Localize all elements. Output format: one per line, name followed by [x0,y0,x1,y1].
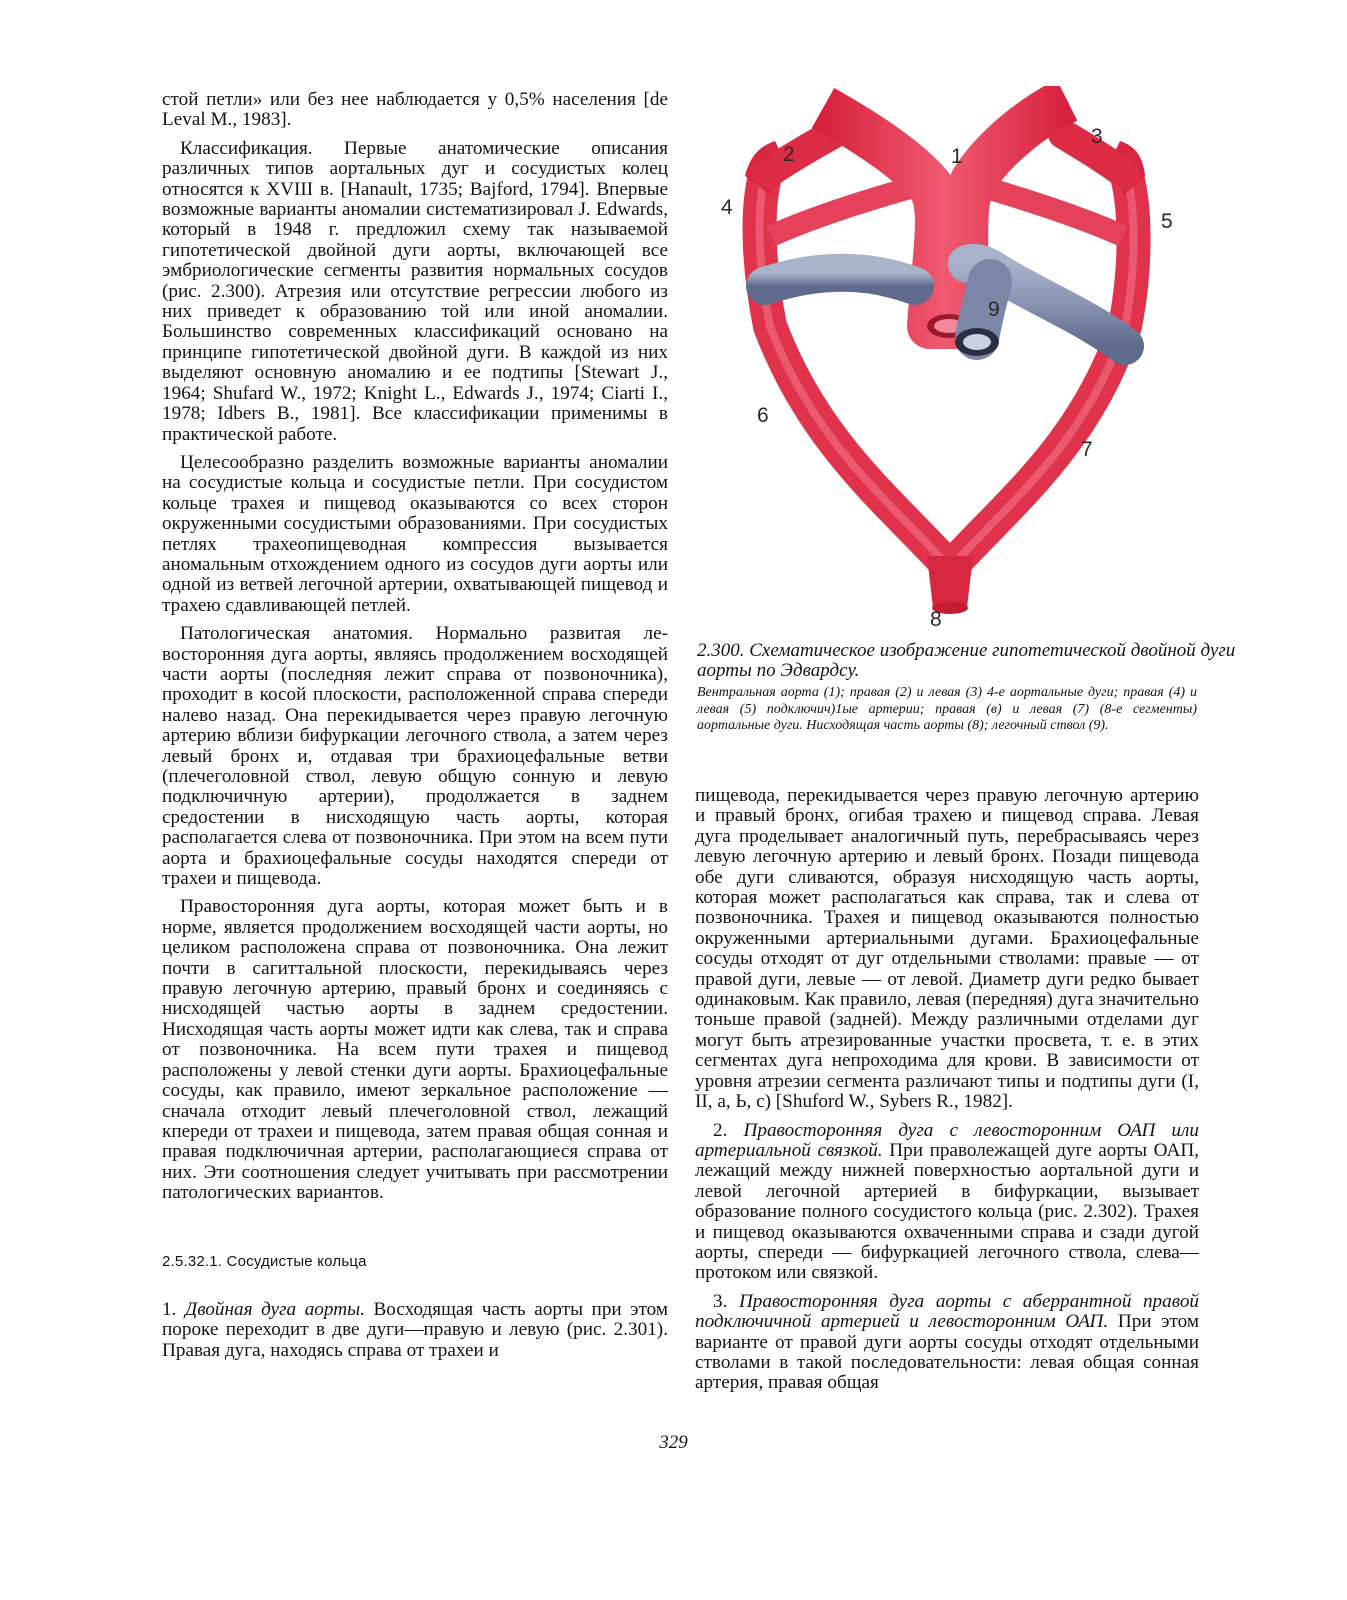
paragraph: стой петли» или без нее наблюдается у 0,5% населения [de Leval M., 1983]. [162,89,668,131]
aortic-vessels [745,100,1145,614]
item-number: 3. [713,1290,739,1312]
label-9: 9 [988,298,1000,321]
item-number: 2. [713,1119,744,1141]
label-4: 4 [721,196,733,219]
double-aortic-arch-illustration [705,86,1225,631]
paragraph [162,1300,668,1361]
item-text: При праволежащей дуге аорты ОАП, лежащий между нижней поверхностью аортальной дуги и левой легочной артерией в бифуркации, вызывает образование полного сосудистого кольца (рис. 2.302). Трахея и пищевод оказываются охваченными справа и сзади дугой аорты, спереди — бифуркацией легочного ствола, слева—протоком или связкой. [695,1139,1199,1284]
label-1: 1 [951,145,963,168]
label-5: 5 [1161,210,1173,233]
paragraph [695,1292,1199,1394]
paragraph: Патологическая анатомия. Нормально развитая левосторонняя дуга аорты, являясь продолжением восходящей части аорты (последняя лежит справа от позвоночника), проходит в косой плоскости, расположенной справа спереди налево назад. Она перекидывается через правую легочную артерию вблизи бифуркации легочного ствола, а затем через левый бронх и, отдавая три брахиоцефальные ветви (плечеголовной ствол, левую общую сонную и левую подключичную артерии), продолжается в заднем средостении в нисходящую часть аорты, которая располагается слева от позвоночника. При этом на всем пути аорта и брахиоцефальные сосуды находятся спереди от трахеи и пищевода. [162,623,668,890]
paragraph: пищевода, перекидывается через правую легочную артерию и правый бронх, огибая трахею и пищевод справа. Левая дуга проделывает аналогичный путь, перебрасываясь через левую легочную артерию и левый бронх. Позади пищевода обе дуги сливаются, образуя нисходящую часть аорты, которая может располагаться как справа, так и слева от позвоночника. Трахея и пищевод оказываются полностью окруженными артериальными дугами. Брахиоцефальные сосуды отходят от дуг отдельными стволами: правые — от правой дуги, левые — от левой. Диаметр дуги редко бывает одинаковым. Как правило, левая (передняя) дуга значительно тоньше правой (задней). Между различными отделами дуг могут быть атрезированные участки просвета, т. е. в этих сегментах дуга непроходима для крови. В зависимости от уровня атрезии сегмента различают типы и подтипы дуги (I, II, а, Ь, с) [Shuford W., Sybers R., 1982]. [695,785,1199,1113]
label-6: 6 [757,404,769,427]
paragraph: Правосторонняя дуга аорты, которая может быть и в норме, является продолжением восходящей части аорты, но целиком расположена справа от позвоночника. Она лежит почти в сагиттальной плоскости, перекидываясь через правую легочную артерию, правый бронх и соединяясь с нисходящей частью аорты в заднем средостении. Нисходящая часть аорты может идти как слева, так и справа от позвоночника. На всем пути трахея и пищевод расположены у левой стенки дуги аорты. Брахиоцефальные сосуды, как правило, имеют зеркальное расположение — сначала отходит левый плечеголовной ствол, лежащий кпереди от трахеи и пищевода, затем правая общая сонная и правая подключичная артерии, располагающиеся справа от них. Эти соотношения следует учитывать при рассмотрении патологических вариантов. [162,896,668,1204]
aortic-arch-figure [705,86,1225,631]
section-heading: 2.5.32.1. Сосудистые кольца [162,1252,367,1270]
paragraph: Классификация. Первые анатомические описания различных типов аортальных дуг и сосудистых колец относятся к XVIII в. [Hanault, 1735; Bajford, 1794]. Впервые возможные варианты аномалии систематизировал J. Edwards, который в 1948 г. предложил схему так называемой гипотетической двойной дуги аорты, включающей все эмбриологические сегменты развития нормальных сосудов (рис. 2.300). Атрезия или отсутствие регрессии любого из них приведет к образованию той или иной аномалии. Большинство современных классификаций основано на принципе гипотетической двойной дуги. В каждой из них выделяют основную аномалию и ее подтипы [Stewart J., 1964; Shufard W., 1972; Knight L., Edwards J., 1974; Ciarti I., 1978; Idbers B., 1981]. Все классификации применимы в практической работе. [162,137,668,445]
right-column [695,786,1199,1402]
item-title: Правосторонняя дуга с левосторонним ОАП или артериальной связкой. [695,1119,1199,1161]
item-text: При этом варианте от правой дуги аорты сосуды отходят отдельными стволами в такой последовательности: левая общая сонная артерия, правая общая [695,1311,1199,1394]
paragraph [695,1121,1199,1284]
left-column [162,90,668,1369]
item-title: Правосторонняя дуга аорты с аберрантной правой подключичной артерией и левосторонним ОАП. [695,1290,1200,1333]
label-7: 7 [1081,438,1093,461]
item-text: Восходящая часть аорты при этом пороке переходит в две дуги—правую и левую (рис. 2.301). Правая дуга, находясь справа от трахеи и [162,1298,669,1361]
paragraph: Целесообразно разделить возможные варианты аномалии на сосудистые кольца и сосудистые петли. При сосудистом кольце трахея и пищевод оказываются со всех сторон окруженными сосудистыми образованиями. При сосудистых петлях трахеопищеводная компрессия вызывается аномальным отхождением одного из сосудов дуги аорты или одной из ветвей легочной артерии, охватывающей пищевод и трахею сдавливающей петлей. [162,451,668,616]
caption-body: Вентральная аорта (1); правая (2) и левая (3) 4-е аортальные дуги; правая (4) и левая (5) подключич)1ые артерии; правая (в) и левая (7) (8-е сегменты) аортальные дуги. Нисходящая часть аорты (8); легочный ствол (9). [697,685,1197,733]
figure-caption [697,641,1257,735]
label-3: 3 [1091,125,1103,148]
item-title: Двойная дуга аорты. [184,1298,365,1320]
page-number: 329 [659,1432,688,1453]
item-number: 1. [162,1298,185,1320]
caption-title: 2.300. Схематическое изображение гипотетической двойной дуги аорты по Эдвардсу. [697,640,1236,681]
label-2: 2 [783,143,795,166]
label-8: 8 [930,608,942,631]
